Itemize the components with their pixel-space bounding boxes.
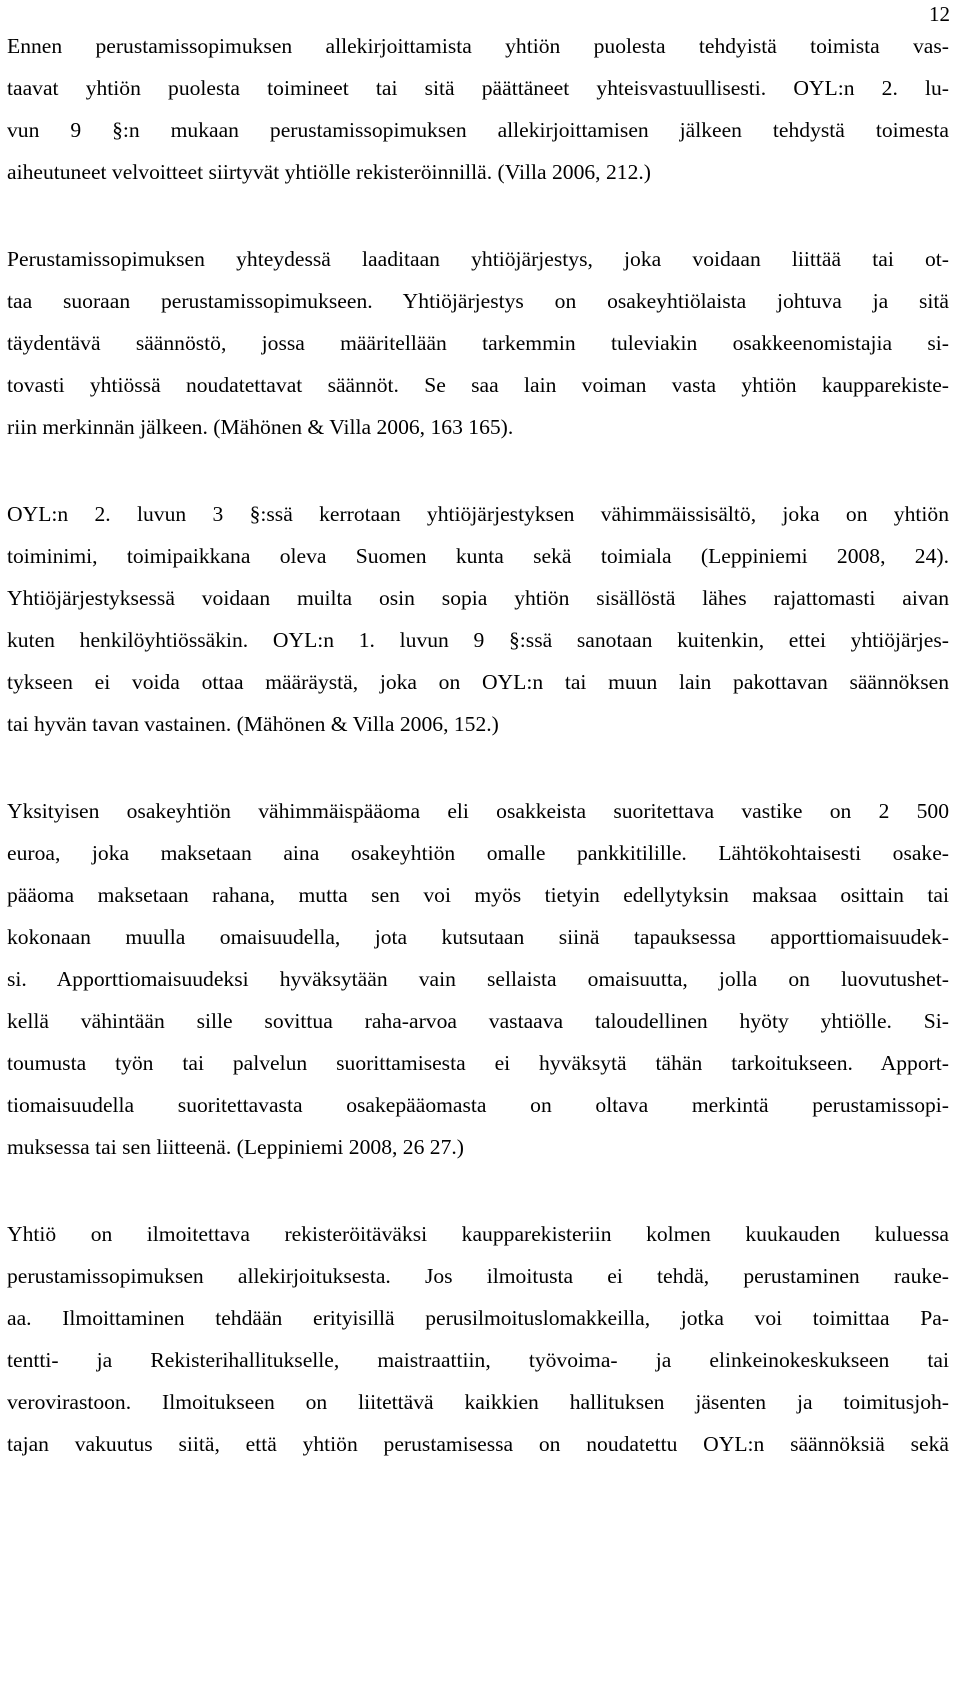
paragraph [7,493,949,745]
text-line: toumusta työn tai palvelun suorittamisesta ei hyväksytä tähän tarkoitukseen. Apport- [7,1051,949,1075]
text-line: OYL:n 2. luvun 3 §:ssä kerrotaan yhtiöjärjestyksen vähimmäissisältö, joka on yhtiön [7,502,949,526]
text-line: tentti- ja Rekisterihallitukselle, maistraattiin, työvoima- ja elinkeinokeskukseen tai [7,1348,949,1372]
page-number: 12 [929,2,950,26]
text-line: pääoma maksetaan rahana, mutta sen voi myös tietyin edellytyksin maksaa osittain tai [7,883,949,907]
text-line: verovirastoon. Ilmoitukseen on liitettävä kaikkien hallituksen jäsenten ja toimitusjoh- [7,1390,949,1414]
text-line: taa suoraan perustamissopimukseen. Yhtiöjärjestys on osakeyhtiölaista johtuva ja sitä [7,289,949,313]
text-line: tajan vakuutus siitä, että yhtiön perustamisessa on noudatettu OYL:n säännöksiä sekä [7,1432,949,1456]
text-line: vun 9 §:n mukaan perustamissopimuksen allekirjoittamisen jälkeen tehdystä toimesta [7,118,949,142]
text-line: taavat yhtiön puolesta toimineet tai sitä päättäneet yhteisvastuullisesti. OYL:n 2. lu- [7,76,949,100]
text-line: Yhtiö on ilmoitettava rekisteröitäväksi kaupparekisteriin kolmen kuukauden kuluessa [7,1222,949,1246]
document-body [7,25,949,1465]
text-line: tovasti yhtiössä noudatettavat säännöt. Se saa lain voiman vasta yhtiön kaupparekiste- [7,373,949,397]
text-line: Yhtiöjärjestyksessä voidaan muilta osin sopia yhtiön sisällöstä lähes rajattomasti aivan [7,586,949,610]
text-line: Yksityisen osakeyhtiön vähimmäispääoma eli osakkeista suoritettava vastike on 2 500 [7,799,949,823]
paragraph [7,25,949,193]
text-line: tykseen ei voida ottaa määräystä, joka on OYL:n tai muun lain pakottavan säännöksen [7,670,949,694]
text-line: täydentävä säännöstö, jossa määritellään tarkemmin tuleviakin osakkeenomistajia si- [7,331,949,355]
paragraph-spacer [7,193,949,238]
text-line: kokonaan muulla omaisuudella, jota kutsutaan siinä tapauksessa apporttiomaisuudek- [7,925,949,949]
text-line: Ennen perustamissopimuksen allekirjoittamista yhtiön puolesta tehdyistä toimista vas- [7,34,949,58]
text-line: muksessa tai sen liitteenä. (Leppiniemi 2008, 26 27.) [7,1135,464,1159]
text-line: aa. Ilmoittaminen tehdään erityisillä perusilmoituslomakkeilla, jotka voi toimittaa Pa- [7,1306,949,1330]
text-line: perustamissopimuksen allekirjoituksesta. Jos ilmoitusta ei tehdä, perustaminen rauke- [7,1264,949,1288]
text-line: si. Apporttiomaisuudeksi hyväksytään vain sellaista omaisuutta, jolla on luovutushet- [7,967,949,991]
paragraph [7,790,949,1168]
paragraph-spacer [7,745,949,790]
paragraph-spacer [7,1168,949,1213]
paragraph [7,238,949,448]
text-line: kuten henkilöyhtiössäkin. OYL:n 1. luvun 9 §:ssä sanotaan kuitenkin, ettei yhtiöjärjes- [7,628,949,652]
text-line: toiminimi, toimipaikkana oleva Suomen kunta sekä toimiala (Leppiniemi 2008, 24). [7,544,949,568]
paragraph-spacer [7,448,949,493]
paragraph [7,1213,949,1465]
text-line: riin merkinnän jälkeen. (Mähönen & Villa 2006, 163 165). [7,415,514,439]
text-line: kellä vähintään sille sovittua raha-arvoa vastaava taloudellinen hyöty yhtiölle. Si- [7,1009,949,1033]
text-line: tiomaisuudella suoritettavasta osakepääomasta on oltava merkintä perustamissopi- [7,1093,949,1117]
text-line: Perustamissopimuksen yhteydessä laaditaan yhtiöjärjestys, joka voidaan liittää tai ot- [7,247,949,271]
text-line: euroa, joka maksetaan aina osakeyhtiön omalle pankkitilille. Lähtökohtaisesti osake- [7,841,949,865]
text-line: aiheutuneet velvoitteet siirtyvät yhtiölle rekisteröinnillä. (Villa 2006, 212.) [7,160,651,184]
text-line: tai hyvän tavan vastainen. (Mähönen & Villa 2006, 152.) [7,712,499,736]
